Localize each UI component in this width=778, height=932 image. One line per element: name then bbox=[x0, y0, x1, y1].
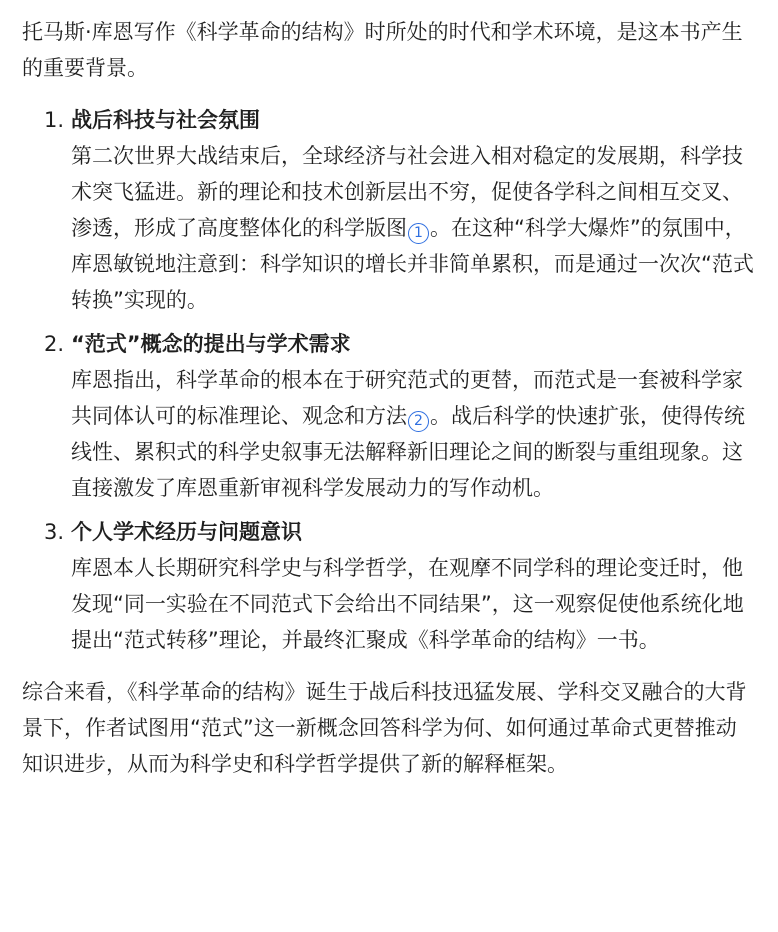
section-body bbox=[71, 550, 754, 658]
section-body-text: 。在这种“科学大爆炸”的氛围中，库恩敏锐地注意到：科学知识的增长并非简单累积，而是通过一次次“范式转换”实现的。 bbox=[71, 216, 754, 312]
section-number: 1. bbox=[44, 108, 65, 132]
section-number: 2. bbox=[44, 332, 65, 356]
section-title: 个人学术经历与问题意识 bbox=[71, 520, 302, 544]
footnote-citation-1[interactable]: 1 bbox=[408, 223, 429, 244]
section-body-text: 库恩指出，科学革命的根本在于研究范式的更替，而范式是一套被科学家共同体认可的标准理论、观念和方法 bbox=[71, 368, 743, 428]
section-body-text: 。战后科学的快速扩张，使得传统线性、累积式的科学史叙事无法解释新旧理论之间的断裂与重组现象。这直接激发了库恩重新审视科学发展动力的写作动机。 bbox=[71, 404, 745, 500]
section-item-3 bbox=[22, 514, 754, 658]
footnote-citation-2[interactable]: 2 bbox=[408, 411, 429, 432]
section-body-text: 第二次世界大战结束后，全球经济与社会进入相对稳定的发展期，科学技术突飞猛进。新的理论和技术创新层出不穷，促使各学科之间相互交叉、渗透，形成了高度整体化的科学版图 bbox=[71, 144, 743, 240]
section-title: 战后科技与社会氛围 bbox=[71, 108, 260, 132]
section-item-2 bbox=[22, 326, 754, 506]
intro-paragraph: 托马斯·库恩写作《科学革命的结构》时所处的时代和学术环境，是这本书产生的重要背景。 bbox=[22, 20, 743, 80]
section-number: 3. bbox=[44, 520, 65, 544]
conclusion-paragraph: 综合来看，《科学革命的结构》诞生于战后科技迅猛发展、学科交叉融合的大背景下，作者试图用“范式”这一新概念回答科学为何、如何通过革命式更替推动知识进步，从而为科学史和科学哲学提供了新的解释框架。 bbox=[22, 680, 747, 776]
section-body bbox=[71, 362, 754, 506]
section-list bbox=[22, 102, 754, 658]
section-body-text: 库恩本人长期研究科学史与科学哲学，在观摩不同学科的理论变迁时，他发现“同一实验在不同范式下会给出不同结果”，这一观察促使他系统化地提出“范式转移”理论，并最终汇聚成《科学革命的结构》一书。 bbox=[71, 556, 744, 652]
section-title: “范式”概念的提出与学术需求 bbox=[71, 332, 351, 356]
section-item-1 bbox=[22, 102, 754, 318]
section-body bbox=[71, 138, 754, 318]
